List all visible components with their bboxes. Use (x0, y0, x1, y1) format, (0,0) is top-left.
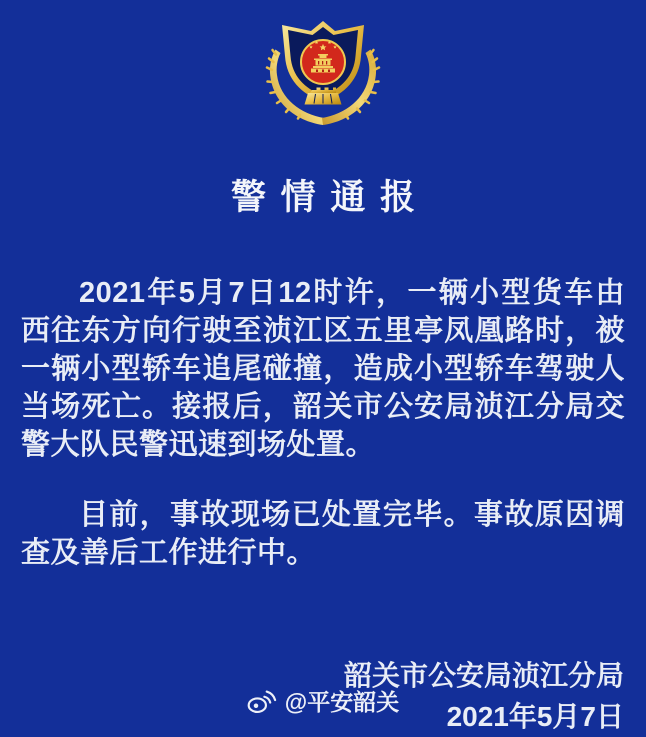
emblem-container (0, 0, 646, 128)
issuing-organization: 韶关市公安局浈江分局 (343, 660, 624, 691)
weibo-handle: @平安韶关 (284, 689, 400, 715)
police-badge-icon (255, 18, 391, 128)
footer-weibo (0, 684, 646, 717)
issue-date: 2021年5月7日 (446, 701, 624, 732)
notice-paragraph-2: 目前，事故现场已处置完毕。事故原因调查及善后工作进行中。 (21, 499, 625, 569)
notice-title: 警情通报 (230, 178, 430, 217)
weibo-icon (247, 687, 277, 714)
notice-body (0, 274, 646, 572)
notice-paragraph-1: 2021年5月7日12时许，一辆小型货车由西往东方向行驶至浈江区五里亭凤凰路时，被一辆小型轿车追尾碰撞，造成小型轿车驾驶人当场死亡。接报后，韶关市公安局浈江分局交警大队民警迅速到场处置。 (21, 277, 625, 461)
